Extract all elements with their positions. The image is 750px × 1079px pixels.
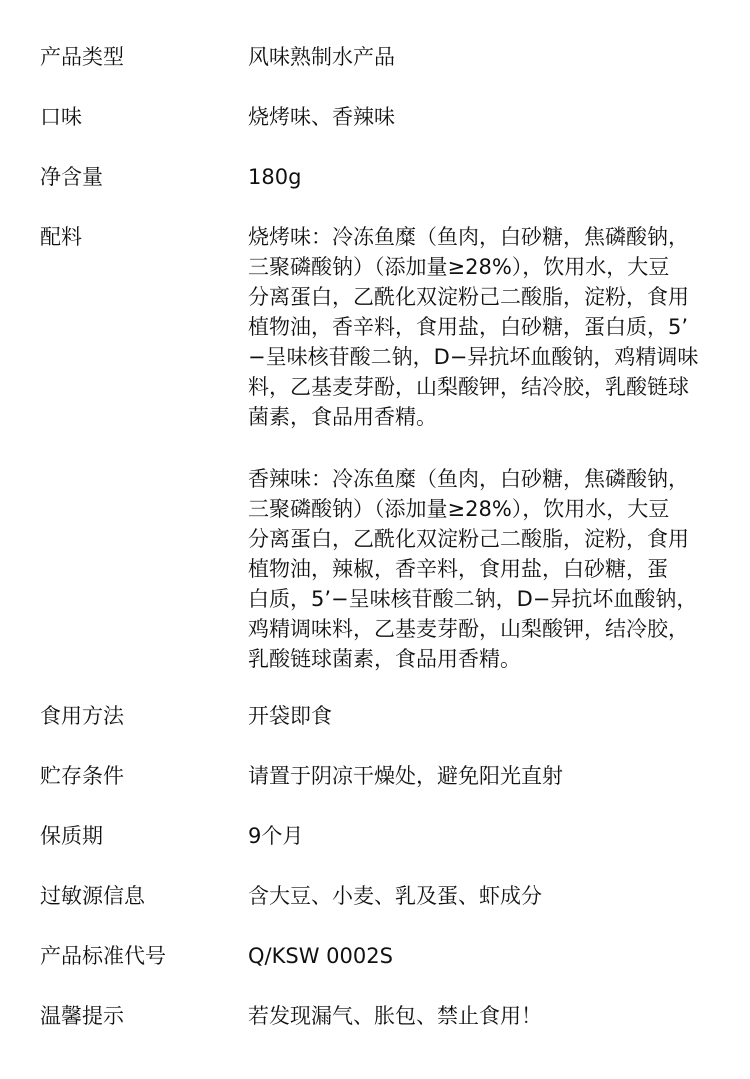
value-product-type: 风味熟制水产品: [248, 45, 395, 69]
ingredients-bbq-line: 菌素，食品用香精。: [248, 405, 437, 429]
value-usage: 开袋即食: [248, 704, 332, 728]
ingredients-block: [248, 222, 698, 674]
ingredients-spicy-line: 乳酸链球菌素，食品用香精。: [248, 647, 521, 671]
value-storage: 请置于阴凉干燥处，避免阳光直射: [248, 764, 563, 788]
ingredients-spicy: [248, 464, 698, 674]
label-flavor: 口味: [40, 105, 82, 129]
ingredients-spicy-line: 植物油，辣椒，香辛料，食用盐，白砂糖，蛋: [248, 557, 668, 581]
ingredients-spicy-line: 香辣味：冷冻鱼糜（鱼肉，白砂糖，焦磷酸钠，: [248, 467, 689, 491]
value-notice: 若发现漏气、胀包、禁止食用！: [248, 1004, 542, 1028]
value-shelf-life: 9个月: [248, 824, 304, 848]
label-net-content: 净含量: [40, 165, 103, 189]
ingredients-spicy-line: 鸡精调味料，乙基麦芽酚，山梨酸钾，结冷胶，: [248, 617, 689, 641]
label-shelf-life: 保质期: [40, 824, 103, 848]
ingredients-spicy-line: 分离蛋白，乙酰化双淀粉己二酸脂，淀粉，食用: [248, 527, 689, 551]
ingredients-bbq-line: 植物油，香辛料，食用盐，白砂糖，蛋白质，5’: [248, 315, 689, 339]
label-ingredients: 配料: [40, 225, 82, 249]
ingredients-spicy-line: 白质，5’−呈味核苷酸二钠，D−异抗坏血酸钠，: [248, 587, 698, 611]
value-net-content: 180g: [248, 165, 302, 189]
value-allergens: 含大豆、小麦、乳及蛋、虾成分: [248, 884, 542, 908]
ingredients-spicy-line: 三聚磷酸钠）（添加量≥28%），饮用水，大豆: [248, 497, 670, 521]
label-allergens: 过敏源信息: [40, 884, 145, 908]
label-usage: 食用方法: [40, 704, 124, 728]
label-storage: 贮存条件: [40, 764, 124, 788]
ingredients-bbq-line: 分离蛋白，乙酰化双淀粉己二酸脂，淀粉，食用: [248, 285, 689, 309]
value-flavor: 烧烤味、香辣味: [248, 105, 395, 129]
ingredients-bbq: [248, 222, 698, 432]
ingredients-bbq-line: −呈味核苷酸二钠，D−异抗坏血酸钠，鸡精调味: [248, 345, 699, 369]
value-standard-code: Q/KSW 0002S: [248, 944, 393, 968]
label-product-type: 产品类型: [40, 45, 124, 69]
ingredients-bbq-line: 料，乙基麦芽酚，山梨酸钾，结冷胶，乳酸链球: [248, 375, 689, 399]
label-notice: 温馨提示: [40, 1004, 124, 1028]
ingredients-bbq-line: 烧烤味：冷冻鱼糜（鱼肉，白砂糖，焦磷酸钠，: [248, 225, 689, 249]
ingredients-bbq-line: 三聚磷酸钠）（添加量≥28%），饮用水，大豆: [248, 255, 670, 279]
label-standard-code: 产品标准代号: [40, 944, 166, 968]
